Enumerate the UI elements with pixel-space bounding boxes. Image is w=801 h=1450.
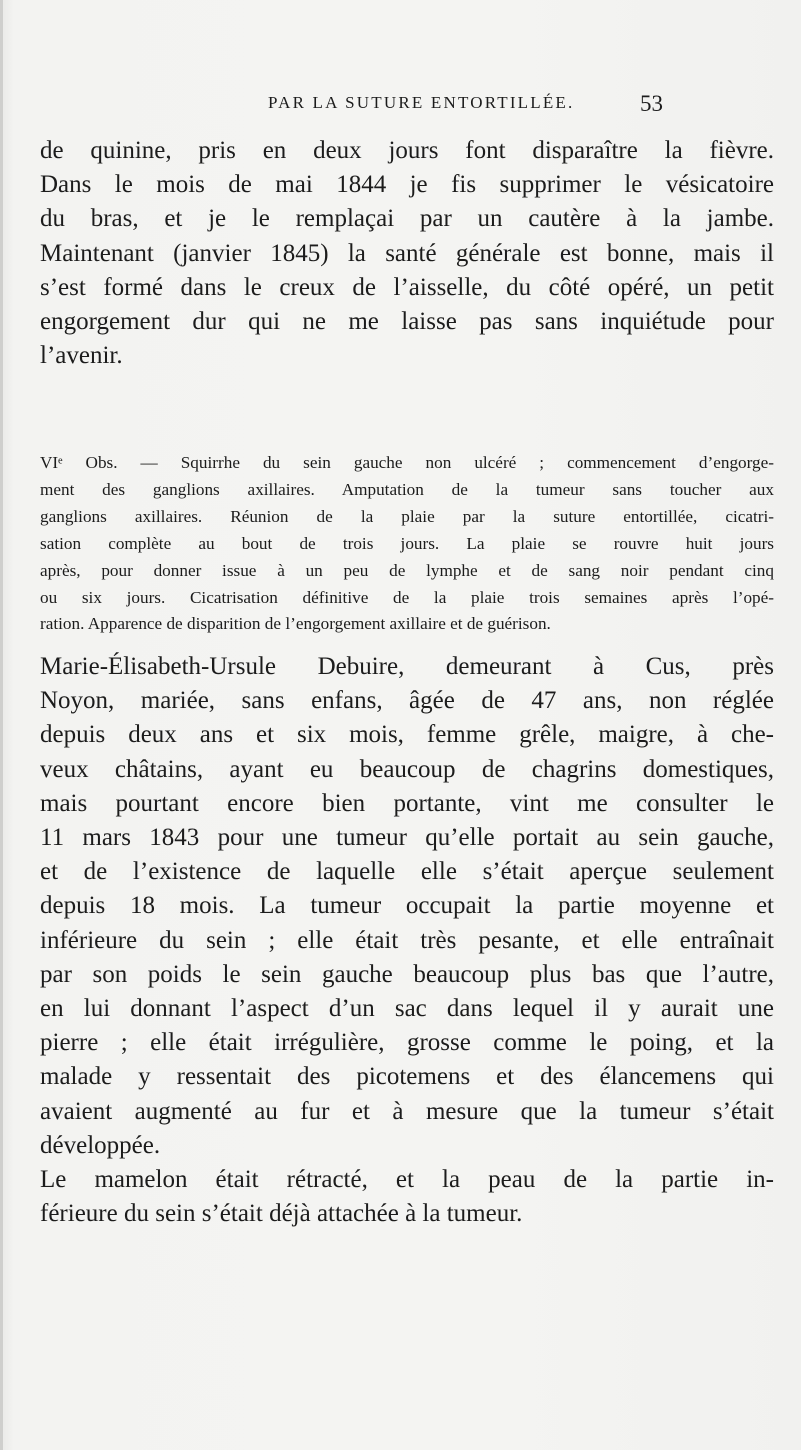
text-line: Marie-Élisabeth-Ursule Debuire, demeurant à Cus, près	[40, 653, 774, 680]
summary-line: après, pour donner issue à un peu de lymphe et de sang noir pendant cinq	[40, 560, 774, 580]
page-number: 53	[640, 91, 663, 116]
page-header	[0, 93, 801, 123]
text-line: s’est formé dans le creux de l’aisselle, du côté opéré, un petit	[40, 273, 774, 301]
text-line: avaient augmenté au fur et à mesure que la tumeur s’était	[40, 1097, 774, 1125]
text-line: par son poids le sein gauche beaucoup plus bas que l’autre,	[40, 960, 774, 988]
text-line: malade y ressentait des picotemens et des élancemens qui	[40, 1063, 774, 1091]
summary-line: ration. Apparence de disparition de l’engorgement axillaire et de guérison.	[40, 614, 551, 634]
text-line: Le mamelon était rétracté, et la peau de la partie in-	[40, 1166, 774, 1194]
text-line: Dans le mois de mai 1844 je fis supprimer le vésicatoire	[40, 171, 774, 199]
paragraph-continuation	[40, 134, 774, 373]
text-line: en lui donnant l’aspect d’un sac dans lequel il y aurait une	[40, 995, 774, 1023]
case-description	[40, 650, 774, 1231]
text-line: du bras, et je le remplaçai par un cautère à la jambe.	[40, 205, 774, 233]
page-edge-shadow	[0, 0, 3, 1450]
observation-summary	[40, 450, 774, 638]
summary-line: ou six jours. Cicatrisation définitive de la plaie trois semaines après l’opé-	[40, 587, 774, 607]
text-line: veux châtains, ayant eu beaucoup de chagrins domestiques,	[40, 755, 774, 783]
summary-line: ment des ganglions axillaires. Amputation de la tumeur sans toucher aux	[40, 479, 774, 499]
text-line: inférieure du sein ; elle était très pesante, et elle entraînait	[40, 926, 774, 954]
text-line: développée.	[40, 1131, 161, 1159]
text-line: depuis deux ans et six mois, femme grêle, maigre, à che-	[40, 721, 774, 749]
text-line: Noyon, mariée, sans enfans, âgée de 47 ans, non réglée	[40, 687, 774, 715]
text-line: l’avenir.	[40, 342, 123, 370]
text-line: 11 mars 1843 pour une tumeur qu’elle portait au sein gauche,	[40, 824, 774, 852]
text-line: férieure du sein s’était déjà attachée à la tumeur.	[40, 1200, 523, 1228]
summary-line: sation complète au bout de trois jours. La plaie se rouvre huit jours	[40, 533, 774, 553]
text-line: pierre ; elle était irrégulière, grosse comme le poing, et la	[40, 1029, 774, 1057]
text-line: Maintenant (janvier 1845) la santé générale est bonne, mais il	[40, 239, 774, 267]
text-line: engorgement dur qui ne me laisse pas sans inquiétude pour	[40, 308, 774, 336]
text-line: de quinine, pris en deux jours font disparaître la fièvre.	[40, 137, 774, 164]
summary-line: ganglions axillaires. Réunion de la plaie par la suture entortillée, cicatri-	[40, 506, 774, 526]
text-line: mais pourtant encore bien portante, vint me consulter le	[40, 789, 774, 817]
text-line: et de l’existence de laquelle elle s’était aperçue seulement	[40, 858, 774, 886]
running-title: PAR LA SUTURE ENTORTILLÉE.	[268, 93, 575, 112]
text-line: depuis 18 mois. La tumeur occupait la partie moyenne et	[40, 892, 774, 920]
summary-line: VIᵉ Obs. — Squirrhe du sein gauche non ulcéré ; commencement d’engorge-	[40, 453, 774, 472]
